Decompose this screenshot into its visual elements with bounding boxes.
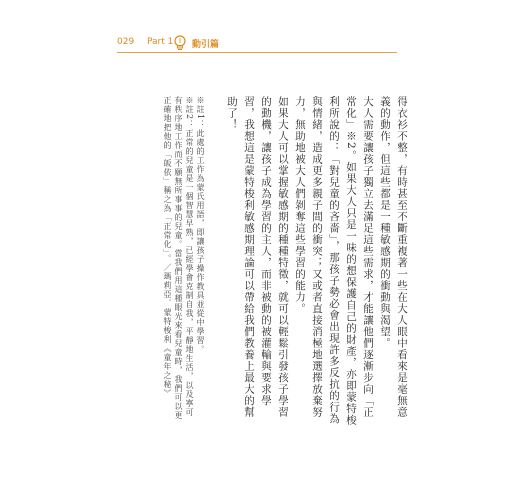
paragraph-3: 如果大人可以掌握敏感期的種種特徵，就可以輕鬆引發孩子學習的動機，讓孩子成為學習的主人，而非被動的被灌輸與要求學習，我想這是蒙特梭利敏感期理論可以帶給我們教養上最大的幫助了！ [226,96,289,418]
footnote-2: ※註2：正常的兒童是一個智慧早熟，已經學會克制自我，平靜地生活，以及寧可有秩序地工作而不願無所事事的兒童。當我們用這種眼光來看兒童時，我們可以更正確地把他的「皈依」稱之為「正常化」。／瑪莉亞．蒙特梭利《童年之秘》 [163,96,194,420]
page-header [0,34,520,56]
lightbulb-icon [173,34,187,52]
paragraph-1: 得衣衫不整，有時甚至不斷重複著一些在大人眼中看來是毫無意義的動作，但這些都是一種敏感期的衝動與渴望。 [379,96,408,418]
section-title: 動引篇 [192,40,220,50]
part-label: Part 1 [147,37,174,47]
page-number: 029 [117,37,135,47]
footnote-1: ※註1：此處的工作為蒙氏用語，即讓孩子操作教具並從中學習。 [196,96,205,355]
paragraph-2: 大人需要讓孩子獨立去滿足這些需求，才能讓他們逐漸步向「正常化」※2。如果大人只是一味的想保護自己的財產，亦即蒙特梭利所說的：「對兒童的吝嗇」，那孩子勢必會出現許多反抗的行為與情緒，造成更多親子間的衝突；又或者直接消極地選擇放棄努力，無助地被大人們剝奪這些學習的能力。 [294,96,374,426]
header-divider [117,52,397,53]
vertical-body-text [160,96,410,426]
